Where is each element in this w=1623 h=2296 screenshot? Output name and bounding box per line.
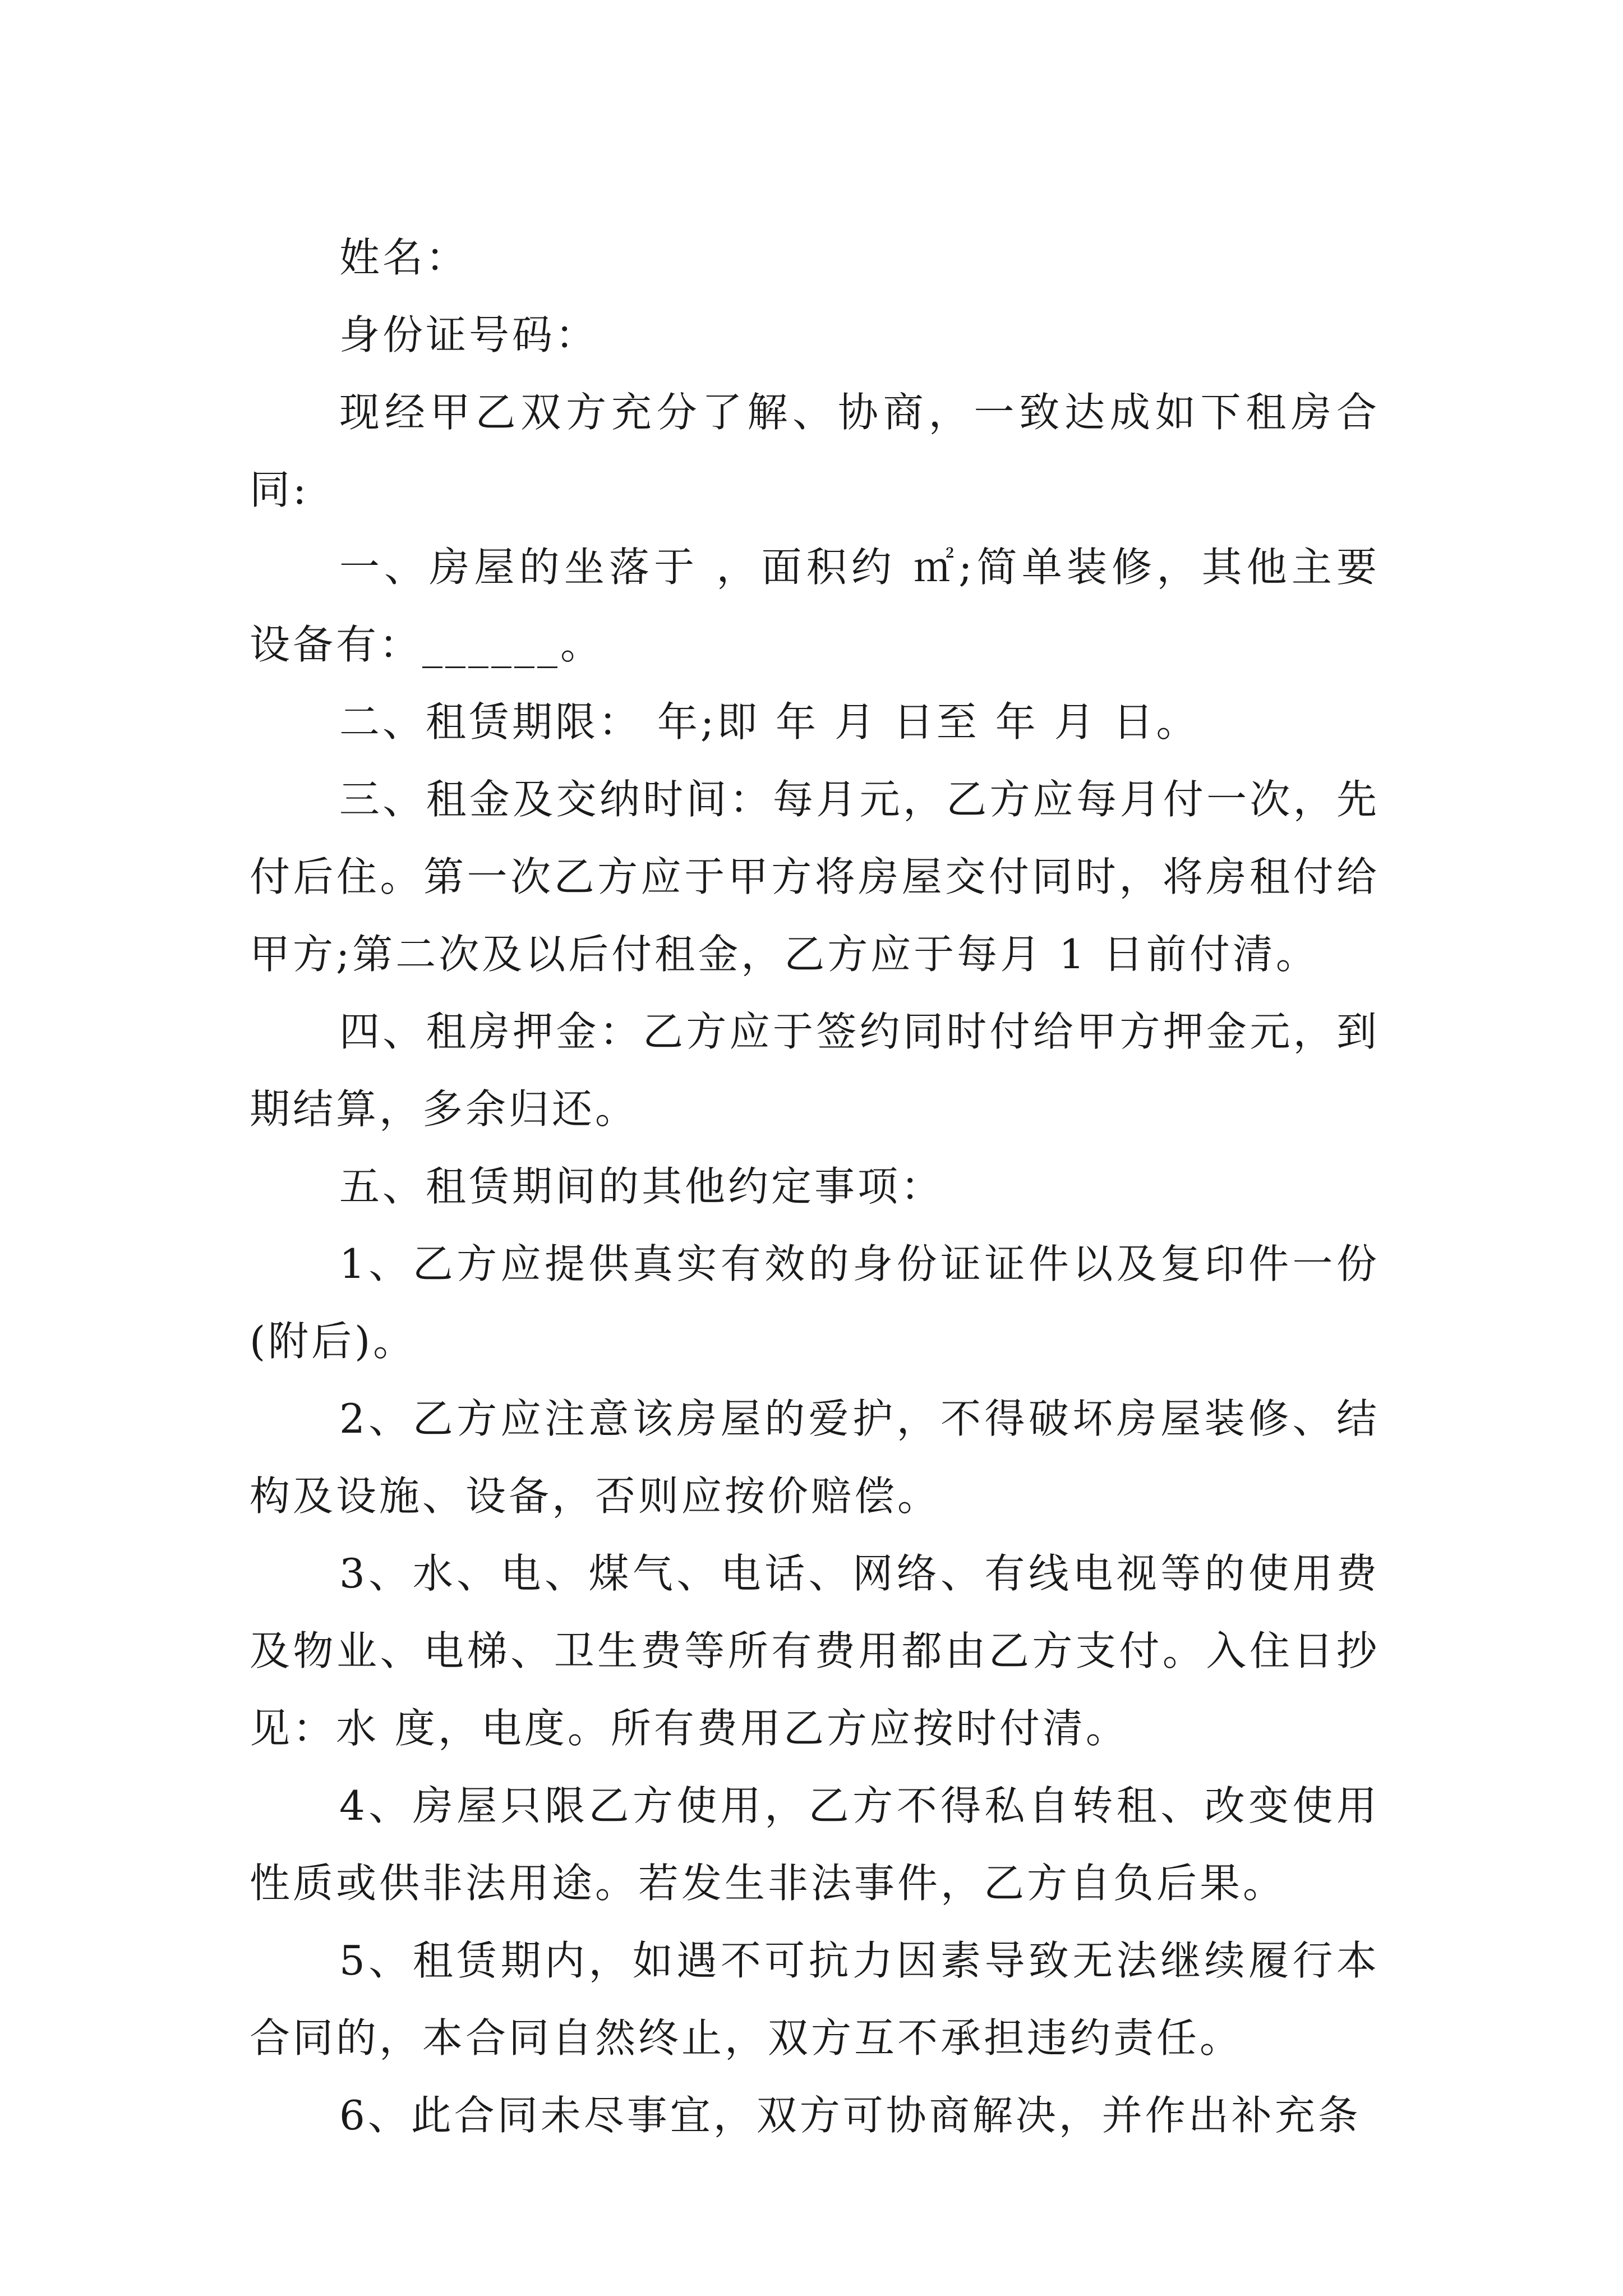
- clause-property: 一、房屋的坐落于 ，面积约 ㎡;简单装修，其他主要设备有：______。: [250, 544, 1380, 668]
- agreement-intro: 现经甲乙双方充分了解、协商，一致达成如下租房合同:: [250, 389, 1380, 513]
- term-item-6: 6、此合同未尽事宜，双方可协商解决，并作出补充条: [339, 2092, 1361, 2139]
- clause-lease-term: 二、租赁期限： 年;即 年 月 日至 年 月 日。: [339, 698, 1200, 746]
- name-field: 姓名：: [339, 234, 469, 281]
- clause-deposit: 四、租房押金：乙方应于签约同时付给甲方押金元，到期结算，多余归还。: [250, 1008, 1380, 1133]
- term-item-5: 5、租赁期内，如遇不可抗力因素导致无法继续履行本合同的，本合同自然终止，双方互不承担违约责任。: [250, 1937, 1380, 2062]
- term-item-3: 3、水、电、煤气、电话、网络、有线电视等的使用费及物业、电梯、卫生费等所有费用都由乙方支付。入住日抄见：水 度，电度。所有费用乙方应按时付清。: [250, 1550, 1380, 1752]
- clause-other-terms-heading: 五、租赁期间的其他约定事项：: [339, 1163, 944, 1210]
- contract-body: [250, 219, 1380, 2154]
- id-number-field: 身份证号码：: [339, 311, 599, 358]
- term-item-1: 1、乙方应提供真实有效的身份证证件以及复印件一份(附后)。: [250, 1240, 1380, 1365]
- term-item-4: 4、房屋只限乙方使用，乙方不得私自转租、改变使用性质或供非法用途。若发生非法事件，乙方自负后果。: [250, 1782, 1380, 1907]
- term-item-2: 2、乙方应注意该房屋的爱护，不得破坏房屋装修、结构及设施、设备，否则应按价赔偿。: [250, 1395, 1380, 1520]
- clause-rent-payment: 三、租金及交纳时间：每月元，乙方应每月付一次，先付后住。第一次乙方应于甲方将房屋交付同时，将房租付给甲方;第二次及以后付租金，乙方应于每月 1 日前付清。: [250, 776, 1380, 978]
